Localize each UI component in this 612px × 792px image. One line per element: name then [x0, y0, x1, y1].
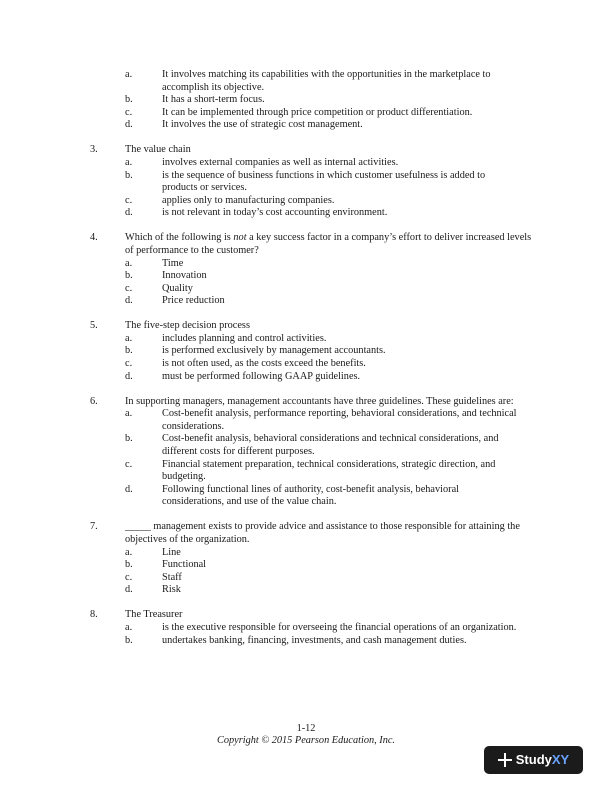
option: a. includes planning and control activities.: [125, 332, 327, 344]
option: c. Staff: [125, 571, 182, 583]
document-body: [0, 69, 612, 659]
option: c. Quality: [125, 282, 193, 294]
option: c. is not often used, as the costs exceed the benefits.: [125, 358, 366, 370]
option: c. applies only to manufacturing companies.: [125, 194, 335, 206]
option: a. Line: [125, 546, 181, 558]
option: d. must be performed following GAAP guidelines.: [125, 370, 361, 382]
option: b. Cost-benefit analysis, behavioral considerations and technical considerations, and different costs for different purposes.: [125, 433, 499, 457]
question-stem: 3. The value chain: [90, 144, 191, 156]
studyxy-badge[interactable]: [484, 746, 583, 774]
badge-brand: StudyXY: [515, 751, 570, 767]
copyright-notice: Copyright © 2015 Pearson Education, Inc.: [217, 735, 395, 746]
question-3: [0, 144, 612, 220]
question-4: [0, 232, 612, 308]
question-2-continued: [0, 69, 612, 132]
option: c. It can be implemented through price competition or product differentiation.: [125, 106, 473, 118]
option: a. Time: [125, 257, 184, 269]
option: a. It involves matching its capabilities with the opportunities in the marketplace to accomplish its objective.: [125, 69, 491, 93]
question-6: [0, 396, 612, 509]
question-stem: 6. In supporting managers, management accountants have three guidelines. These guidelines are:: [90, 395, 514, 407]
option: b. is performed exclusively by management accountants.: [125, 345, 386, 357]
option: b. undertakes banking, financing, investments, and cash management duties.: [125, 634, 467, 646]
option: a. involves external companies as well as internal activities.: [125, 156, 399, 168]
option: b. It has a short-term focus.: [125, 94, 265, 106]
question-stem: 8. The Treasurer: [90, 609, 183, 621]
option: b. Functional: [125, 559, 207, 571]
question-7: [0, 521, 612, 597]
option: d. Following functional lines of authority, cost-benefit analysis, behavioral considerations, and use of the value chain.: [125, 483, 460, 508]
question-stem: 7. _____ management exists to provide advice and assistance to those responsible for attaining the objectives of the organization.: [90, 521, 520, 545]
option: a. is the executive responsible for overseeing the financial operations of an organization.: [125, 621, 517, 633]
question-5: [0, 320, 612, 383]
page-number: 1-12: [296, 723, 316, 734]
option: d. Risk: [125, 584, 181, 596]
option: d. Price reduction: [125, 295, 225, 307]
question-stem: 4. Which of the following is not a key success factor in a company’s effort to deliver increased levels of performance to the customer?: [90, 232, 532, 256]
option: d. is not relevant in today’s cost accounting environment.: [125, 207, 388, 219]
option: a. Cost-benefit analysis, performance reporting, behavioral considerations, and technical considerations.: [125, 408, 517, 432]
question-stem: 5. The five-step decision process: [90, 320, 250, 332]
option: b. is the sequence of business functions in which customer usefulness is added to products or services.: [125, 169, 486, 194]
option: c. Financial statement preparation, technical considerations, strategic direction, and budgeting.: [125, 458, 496, 483]
option: b. Innovation: [125, 270, 207, 282]
question-8: [0, 609, 612, 647]
plus-icon: [498, 753, 512, 767]
option: d. It involves the use of strategic cost management.: [125, 119, 363, 131]
